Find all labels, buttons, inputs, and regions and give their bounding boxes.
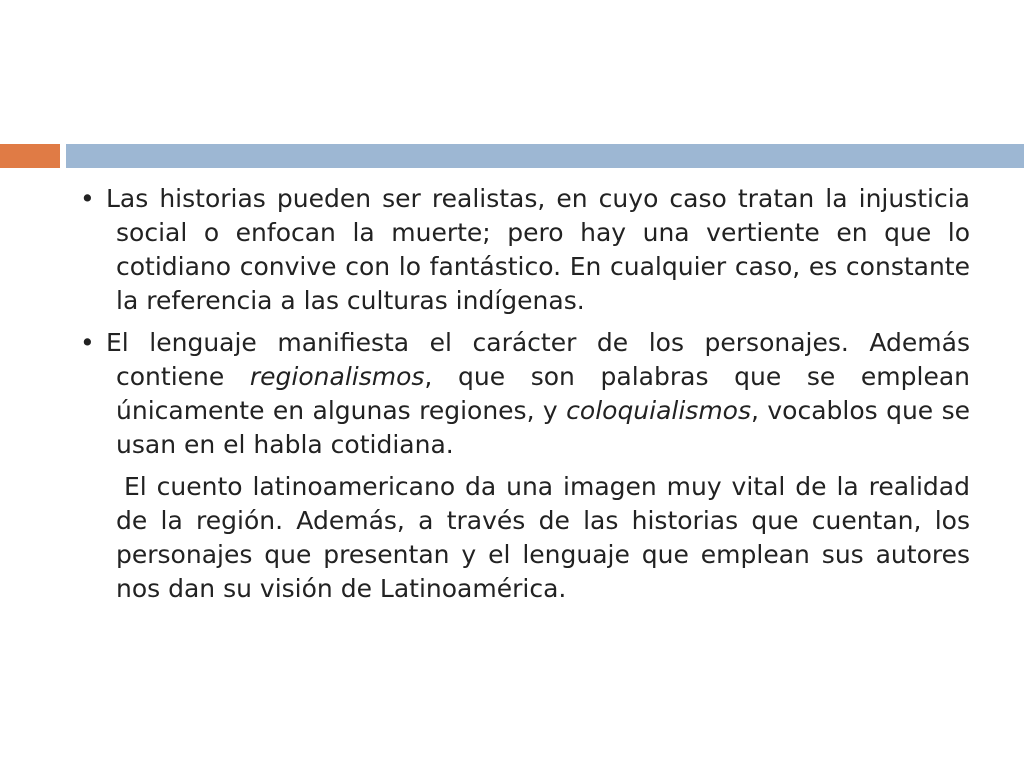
conclusion-paragraph xyxy=(80,470,970,606)
term-coloquialismos: coloquialismos xyxy=(566,396,752,425)
accent-bar-blue xyxy=(66,144,1024,168)
paragraph-text-part: , vocablos que se usan en el habla cotidiana. xyxy=(116,396,970,459)
paragraph-text-part: El lenguaje manifiesta el carácter de los personajes. Además contiene xyxy=(106,328,970,391)
bullet-icon: • xyxy=(80,328,95,357)
bullet-paragraph-language xyxy=(80,326,970,462)
accent-bar-orange xyxy=(0,144,60,168)
paragraph-text-part: , que son palabras que se emplean únicamente en algunas regiones, y xyxy=(116,362,971,425)
term-regionalismos: regionalismos xyxy=(249,362,425,391)
bullet-icon: • xyxy=(80,184,95,213)
paragraph-text: Las historias pueden ser realistas, en cuyo caso tratan la injusticia social o enfocan la muerte; pero hay una vertiente en que lo cotidiano convive con lo fantástico. En cualquier caso, es constante la referencia a las culturas indígenas. xyxy=(106,184,970,315)
paragraph-text: El cuento latinoamericano da una imagen muy vital de la realidad de la región. Además, a través de las historias que cuentan, los personajes que presentan y el lenguaje que emplean sus autores nos dan su visión de Latinoamérica. xyxy=(116,472,970,603)
bullet-paragraph-stories xyxy=(80,182,970,318)
slide-body xyxy=(80,182,970,614)
